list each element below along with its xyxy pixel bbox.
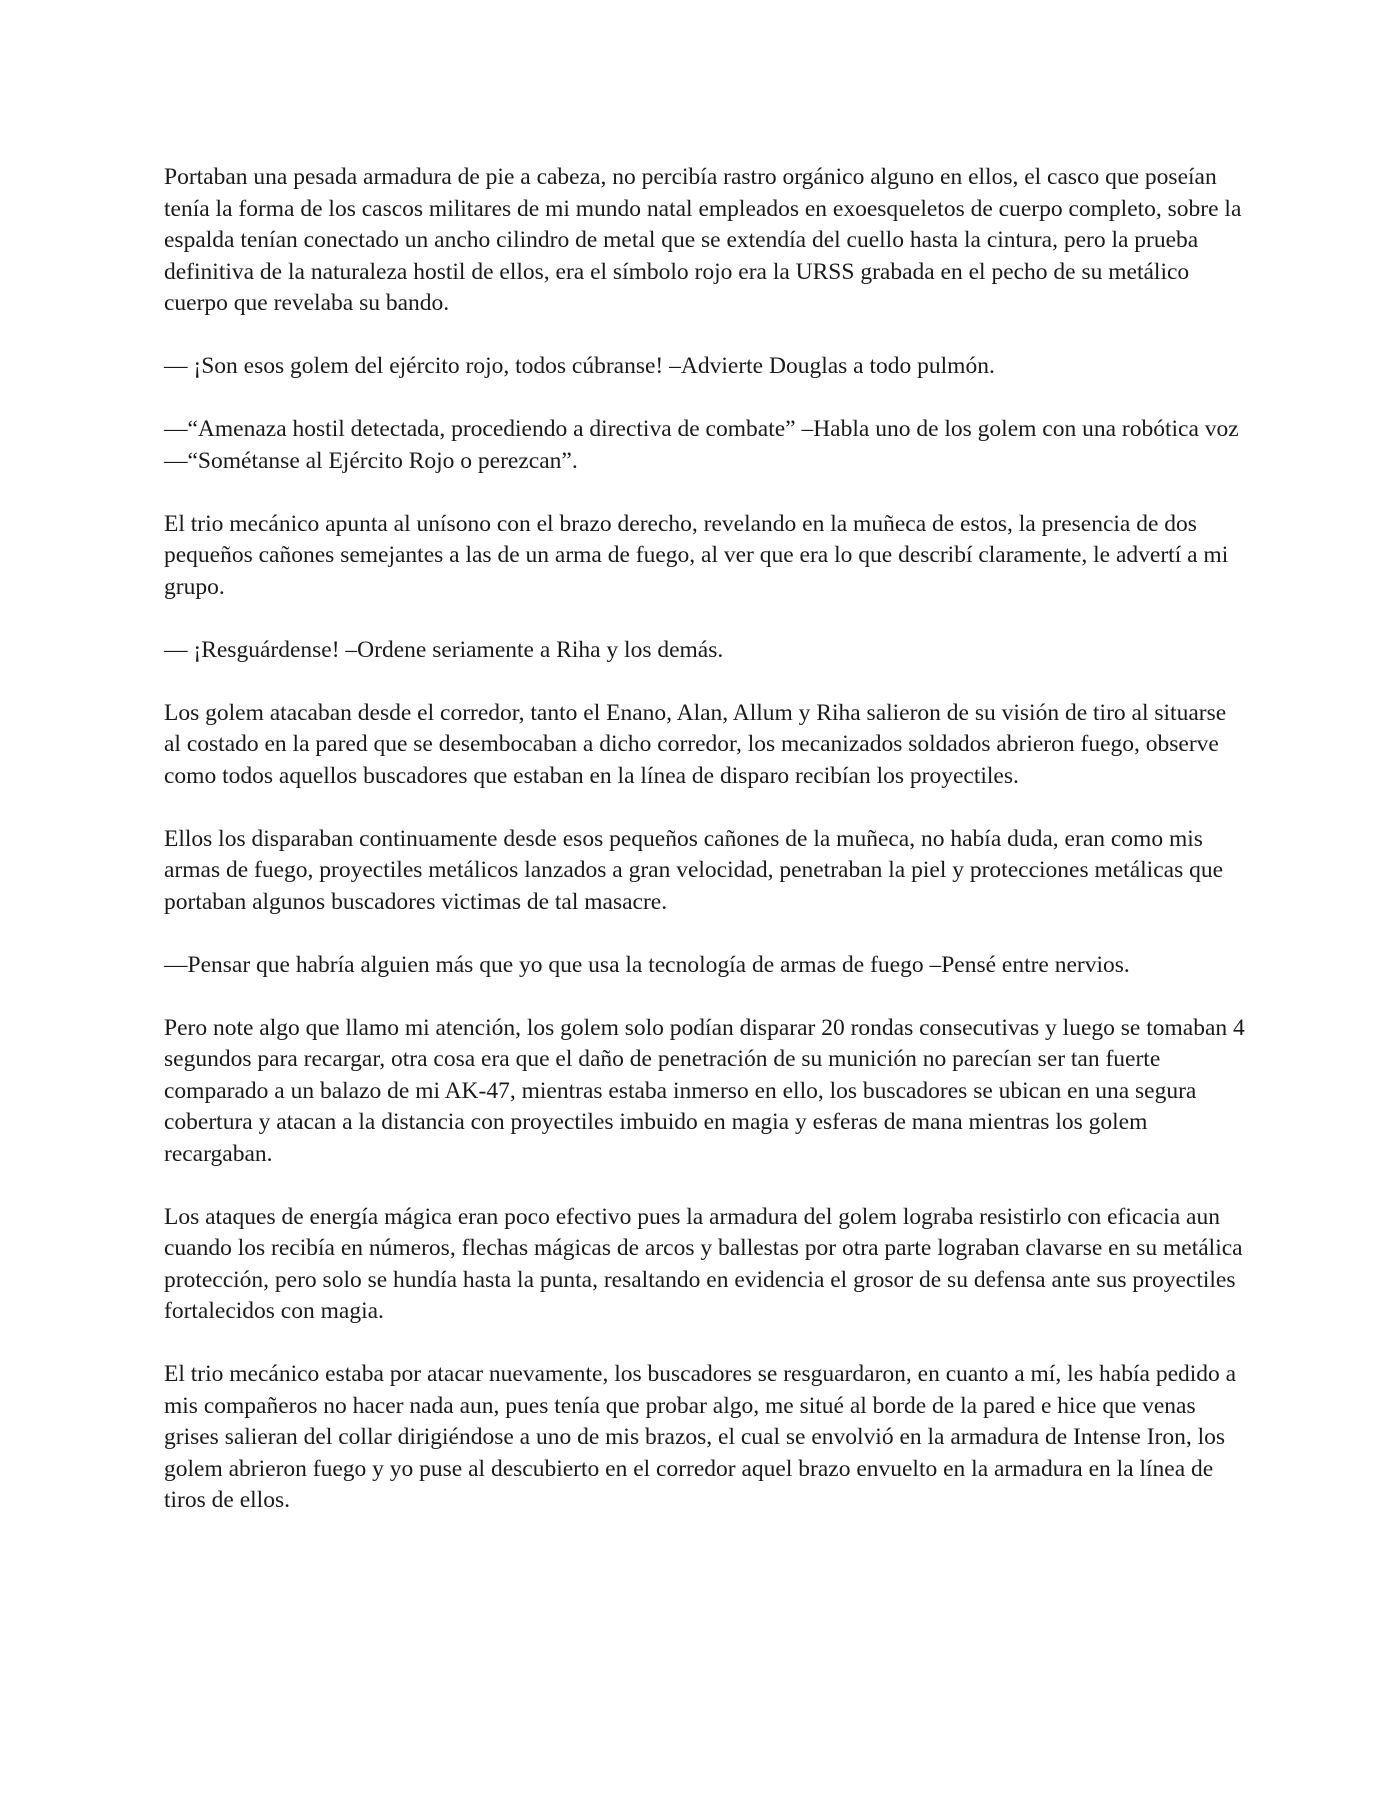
paragraph: — ¡Resguárdense! –Ordene seriamente a Riha y los demás.: [164, 636, 724, 663]
paragraph: —“Amenaza hostil detectada, procediendo a directiva de combate” –Habla uno de los golem con una robótica voz —“Sométanse al Ejército Rojo o perezcan”.: [164, 416, 1239, 474]
paragraph: El trio mecánico estaba por atacar nuevamente, los buscadores se resguardaron, en cuanto a mí, les había pedido a mis compañeros no hacer nada aun, pues tenía que probar algo, me situé al borde de la pared e hice que venas grises salieran del collar dirigiéndose a uno de mis brazos, el cual se envolvió en la armadura de Intense Iron, los golem abrieron fuego y yo puse al descubierto en el corredor aquel brazo envuelto en la armadura en la línea de tiros de ellos.: [164, 1361, 1237, 1513]
paragraph: Los ataques de energía mágica eran poco efectivo pues la armadura del golem lograba resistirlo con eficacia aun cuando los recibía en números, flechas mágicas de arcos y ballestas por otra parte lograban clavarse en su metálica protección, pero solo se hundía hasta la punta, resaltando en evidencia el grosor de su defensa ante sus proyectiles fortalecidos con magia.: [164, 1203, 1243, 1324]
paragraph: Ellos los disparaban continuamente desde esos pequeños cañones de la muñeca, no había duda, eran como mis armas de fuego, proyectiles metálicos lanzados a gran velocidad, penetraban la piel y protecciones metálicas que portaban algunos buscadores victimas de tal masacre.: [164, 825, 1224, 915]
paragraph: —Pensar que habría alguien más que yo que usa la tecnología de armas de fuego –Pensé entre nervios.: [164, 951, 1130, 978]
paragraph: Los golem atacaban desde el corredor, tanto el Enano, Alan, Allum y Riha salieron de su visión de tiro al situarse al costado en la pared que se desembocaban a dicho corredor, los mecanizados soldados abrieron fuego, observe como todos aquellos buscadores que estaban en la línea de disparo recibían los proyectiles.: [164, 699, 1227, 789]
paragraph: Pero note algo que llamo mi atención, los golem solo podían disparar 20 rondas consecutivas y luego se tomaban 4 segundos para recargar, otra cosa era que el daño de penetración de su munición no parecían ser tan fuerte comparado a un balazo de mi AK-47, mientras estaba inmerso en ello, los buscadores se ubican en una segura cobertura y atacan a la distancia con proyectiles imbuido en magia y esferas de mana mientras los golem recargaban.: [164, 1014, 1245, 1167]
paragraph: El trio mecánico apunta al unísono con el brazo derecho, revelando en la muñeca de estos, la presencia de dos pequeños cañones semejantes a las de un arma de fuego, al ver que era lo que describí claramente, le advertí a mi grupo.: [164, 510, 1229, 600]
paragraph: Portaban una pesada armadura de pie a cabeza, no percibía rastro orgánico alguno en ellos, el casco que poseían tenía la forma de los cascos militares de mi mundo natal empleados en exoesqueletos de cuerpo completo, sobre la espalda tenían conectado un ancho cilindro de metal que se extendía del cuello hasta la cintura, pero la prueba definitiva de la naturaleza hostil de ellos, era el símbolo rojo era la URSS grabada en el pecho de su metálico cuerpo que revelaba su bando.: [164, 164, 1242, 316]
paragraph: — ¡Son esos golem del ejército rojo, todos cúbranse! –Advierte Douglas a todo pulmón.: [164, 353, 995, 379]
